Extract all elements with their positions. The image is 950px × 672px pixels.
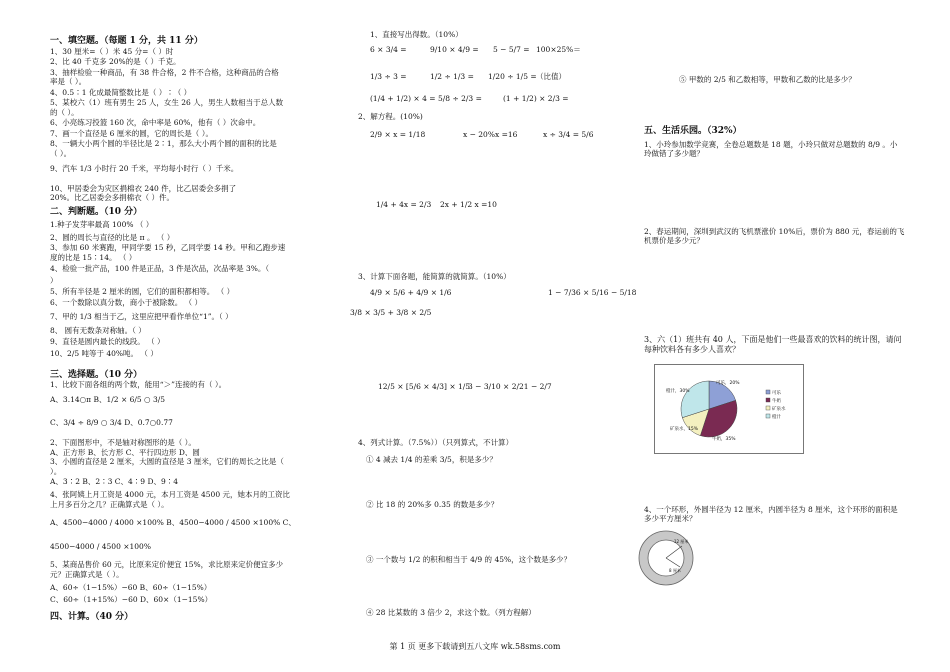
choice-line-13: 5、某商品售价 60 元，比原来定价便宜 15%，求比原来定价便宜多少 [50,560,284,569]
fill-blank-line-3: 3、抽样检验一种商品，有 38 件合格，2 件不合格，这种商品的合格 [50,68,279,77]
pie-chart-frame [654,364,804,454]
legend-swatch-0 [766,390,770,394]
direct-calc-10: 5/8 ÷ 2/3 = [438,94,482,103]
judge-line-9: 7、甲的 1/3 相当于乙，这里应把甲看作单位“1”。（ ） [50,312,233,321]
word-calc-2: ② 比 18 的 20%多 0.35 的数是多少？ [366,500,499,509]
simplify-3: 3/8 × 3/5 + 3/8 × 2/5 [350,308,432,317]
fill-blank-line-4: 率是（ ）。 [50,77,87,86]
choice-line-9: 4、张阿姨上月工资是 4000 元，本月工资是 4500 元，她本月的工资比 [50,490,290,499]
pie-data-label-3: 橙汁，30% [666,389,690,394]
fill-blank-line-2: 2、比 40 千克多 20%的是（ ）千克。 [50,57,181,66]
judge-line-12: 10、2/5 吨等于 40%吨。 （ ） [50,349,158,358]
pie-legend [766,389,786,420]
judge-line-10: 8、 圆有无数条对称轴。（ ） [50,326,146,335]
direct-calc-9: (1/4 + 1/2) × 4 = [370,94,436,103]
q3-title: 3、计算下面各题，能简算的就简算。（10%） [358,272,511,281]
judge-line-1: 1.种子发芽率最高 100% （ ） [50,220,154,229]
choice-line-10: 上月多百分之几？正确算式是（ ）。 [50,500,169,509]
direct-calc-2: 9/10 × 4/9 = [430,45,479,54]
choice-line-14: 元？正确算式是（ ）。 [50,570,124,579]
judge-line-8: 6、一个数除以真分数，商小于被除数。 （ ） [50,298,203,307]
equation-3: x ÷ 3/4 = 5/6 [543,130,594,139]
choice-line-15: A、60÷（1−15%）−60 B、60÷（1−15%） [50,583,212,592]
q4-title: 4、列式计算。（7.5%））（只列算式，不计算） [358,438,514,447]
legend-swatch-1 [766,398,770,402]
simplify-4: 12/5 × [5/6 × 4/3] × 1/5 [378,382,471,391]
simplify-2: 1 − 7/36 × 5/16 − 5/18 [548,288,637,297]
choice-line-8: A、3∶2 B、2∶3 C、4∶9 D、9∶4 [50,477,179,486]
section-1-title: 一、填空题。（每题 1 分，共 11 分） [50,36,203,46]
choice-line-11: A、4500−4000 / 4000 ×100% B、4500−4000 / 4500 ×100% C、 [50,518,296,527]
section-4-title: 四、计算。（40 分） [50,612,134,622]
direct-calc-5: 1/3 ÷ 3 = [370,72,407,81]
direct-calc-4: 100×25%＝ [536,45,581,54]
judge-line-11: 9、直径是圆内最长的线段。 （ ） [50,337,165,346]
legend-label-3: 橙汁 [772,415,781,420]
judge-line-6: ） [50,276,58,285]
equation-2: x − 20%x =16 [463,130,518,139]
fill-blank-line-1: 1、30 厘米=（ ）米 45 分=（ ）时 [50,47,174,56]
choice-line-5: A、正方形 B、长方形 C、平行四边形 D、圆 [50,448,200,457]
fill-blank-line-14: 20%。比乙居委会多捐棉衣（ ）件。 [50,193,175,202]
fill-blank-line-12: 9、汽车 1/3 小时行 20 千米，平均每小时行（ ）千米。 [50,164,239,173]
word-calc-1: ① 4 减去 1/4 的差乘 3/5，积是多少？ [366,455,497,464]
legend-swatch-3 [766,414,770,418]
choice-line-7: ）。 [50,467,62,476]
problem-2: 2、春运期间，深圳到武汉的飞机票涨价 10%后，票价为 880 元，春运前的飞机票价是多少元？ [644,227,905,246]
section-3-title: 三、选择题。（10 分） [50,370,143,380]
outer-radius-label: 12 厘米 [674,539,689,544]
direct-calc-7: 1/20 ÷ 1/5 = [488,72,537,81]
direct-calc-8: （比值） [536,72,566,81]
choice-line-6: 3、小圆的直径是 2 厘米，大圆的直径是 3 厘米，它们的周长之比是（ [50,457,284,466]
fill-blank-line-7: 的（ ）。 [50,108,79,117]
inner-radius-label: 8 厘米 [669,568,681,573]
choice-line-12: 4500−4000 / 4500 ×100% [50,542,151,551]
judge-line-2: 2、圆的周长与直径的比是 π 。 （ ） [50,233,175,242]
pie-chart [666,379,740,442]
direct-calc-3: 5 − 5/7 = [493,45,530,54]
judge-line-4: 度的比是 15∶14。 （ ） [50,253,137,262]
q5-text: ⑤ 甲数的 2/5 和乙数相等，甲数和乙数的比是多少？ [679,75,856,84]
pie-data-label-0: 可乐，20% [716,381,740,386]
page-footer: 第 1 页 更多下载请到五八文库 wk.58sms.com [389,642,561,651]
ring-diagram [636,528,696,588]
legend-swatch-2 [766,406,770,410]
fill-blank-line-9: 7、画一个直径是 6 厘米的圆，它的周长是（ ）。 [50,129,213,138]
q2-title: 2、解方程。(10%) [358,112,423,121]
equation-4: 1/4 + 4x = 2/3 [376,200,432,209]
problem-3: 3、六（1）班共有 40 人，下面是他们一些最喜欢的饮料的统计图，请问每种饮料各有多少人喜欢？ [644,335,902,354]
direct-calc-1: 6 × 3/4 = [370,45,407,54]
choice-line-4: 2、下面图形中，不是轴对称图形的是（ ）。 [50,438,196,447]
pie-data-label-2: 矿泉水，15% [670,427,699,432]
direct-calc-6: 1/2 ÷ 1/3 = [430,72,474,81]
fill-blank-line-8: 6、小亮练习投篮 160 次，命中率是 60%，他有（ ）次命中。 [50,118,261,127]
problem-4: 4、一个环形，外圆半径为 12 厘米，内圆半径为 8 厘米，这个环形的面积是多少平方厘米？ [644,505,898,524]
fill-blank-line-11: （ ）。 [50,149,72,158]
fill-blank-line-10: 8、一辆大小两个圆的半径比是 2∶1，那么大小两个圆的面积的比是 [50,139,277,148]
pie-data-label-1: 牛奶，35% [712,437,736,442]
simplify-5: 3 − 3/10 × 2/21 − 2/7 [468,382,552,391]
choice-line-16: C、60÷（1+15%）−60 D、60×（1−15%） [50,595,213,604]
direct-calc-11: (1 + 1/2) × 2/3 = [503,94,569,103]
judge-line-5: 4、检验一批产品，100 件是正品，3 件是次品，次品率是 3%。（ [50,264,270,273]
section-2-title: 二、判断题。（10 分） [50,207,143,217]
simplify-1: 4/9 × 5/6 + 4/9 × 1/6 [370,288,452,297]
judge-line-7: 5、所有半径是 2 厘米的圆，它们的面积都相等。 （ ） [50,287,235,296]
equation-1: 2/9 × x = 1/18 [370,130,426,139]
word-calc-3: ③ 一个数与 1/2 的积和相当于 4/9 的 45%，这个数是多少？ [366,555,572,564]
choice-line-1: 1、比较下面各组的两个数，能用“＞”连接的有（ ）。 [50,380,227,389]
judge-line-3: 3、参加 60 米赛跑，甲同学要 15 秒，乙同学要 14 秒。甲和乙跑步速 [50,243,286,252]
equation-5: 2x + 1/2 x =10 [440,200,497,209]
legend-label-1: 牛奶 [772,399,781,404]
word-calc-4: ④ 28 比某数的 3 倍少 2，求这个数。（列方程解） [366,608,536,617]
choice-line-2: A、3.14○π B、1/2 × 6/5 ○ 3/5 [50,395,166,404]
q1-title: 1、直接写出得数。（10%） [370,30,463,39]
section-5-title: 五、生活乐园。（32%） [644,126,742,136]
fill-blank-line-5: 4、0.5∶1 化成最简整数比是（ ）∶（ ） [50,88,192,97]
choice-line-3: C、3/4 ÷ 8/9 ○ 3/4 D、0.7̇○0.7̇7̇ [50,418,173,427]
problem-1: 1、小玲参加数学竞赛，全卷总题数是 18 题，小玲只做对总题数的 8/9 。小玲做错了多少题？ [644,140,898,159]
legend-label-0: 可乐 [772,391,781,396]
fill-blank-line-13: 10、甲居委会为灾区捐棉衣 240 件，比乙居委会多捐了 [50,184,237,193]
fill-blank-line-6: 5、某校六（1）班有男生 25 人，女生 26 人，男生人数相当于总人数 [50,98,284,107]
legend-label-2: 矿泉水 [772,407,786,412]
